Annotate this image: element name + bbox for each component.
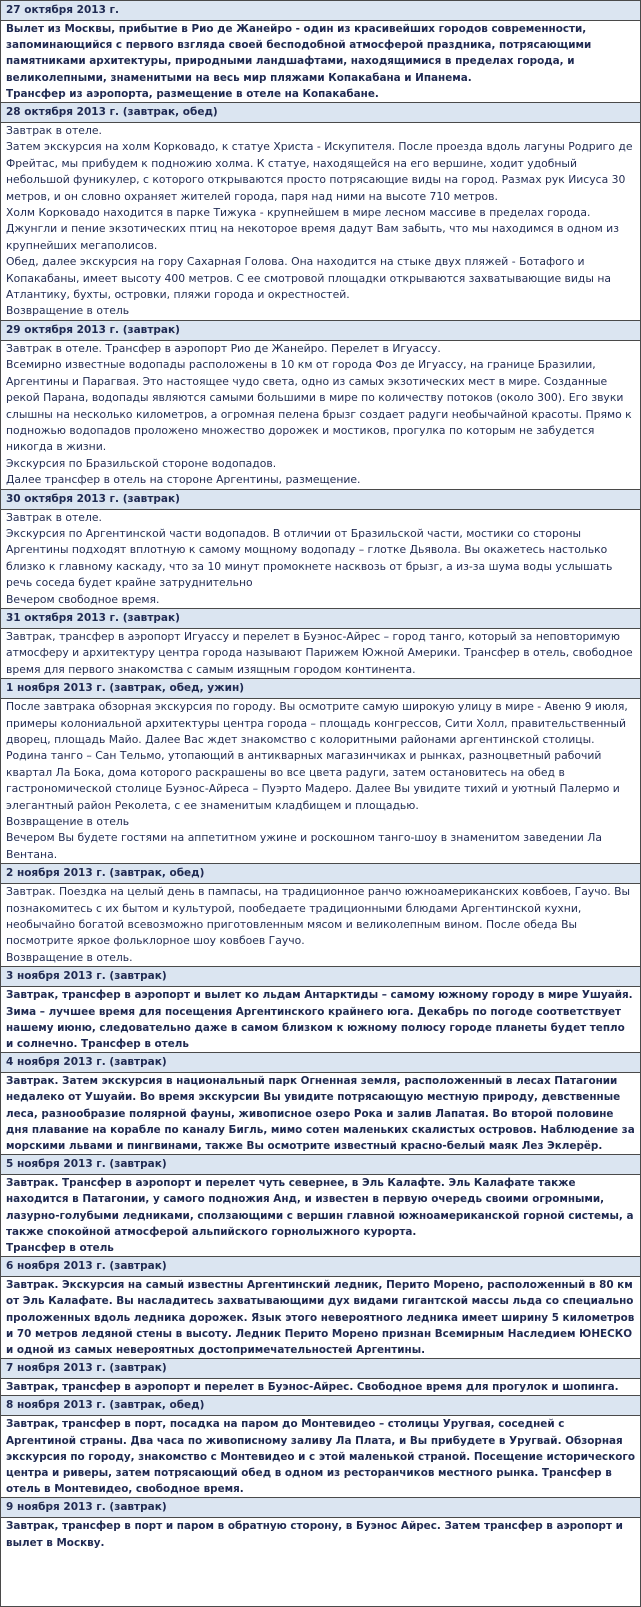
day-description [1, 1277, 640, 1359]
day-paragraph: Всемирно известные водопады расположены в 10 км от города Фоз де Игуассу, на границе Бразилии, Аргентины и Парагвая. Это настоящее чудо света, одно из самых экзотических мест в мире. Созданные рекой Парана, водопады являются самыми большими в мире по количеству потоков (около 300). Его звуки слышны на несколько километров, а огромная пелена брызг создает радуги необычайной красоты. Прямо к подножью водопадов проложено множество дорожек и мостиков, прогулка по которым не забудется никогда в жизни. [6, 358, 632, 454]
day-row [1, 967, 640, 1053]
day-row [1, 1396, 640, 1498]
day-description [1, 884, 640, 967]
day-date-header: 2 ноября 2013 г. (завтрак, обед) [1, 864, 640, 884]
day-paragraph: Вечером свободное время. [6, 592, 160, 606]
day-paragraph: Вечером Вы будете гостями на аппетитном ужине и роскошном танго-шоу в знаменитом заведении Ла Вентана. [6, 831, 602, 861]
day-paragraph: Завтрак. Затем экскурсия в национальный парк Огненная земля, расположенный в лесах Патагонии недалеко от Ушуайи. Во время экскурсии Вы увидите потрясающую местную природу, девственные леса, разнообразие полярной фауны, живописное озеро Рока и залив Лапатая. Во второй половине дня плавание на корабле по каналу Бигль, мимо сотен маленьких скалистых островов. Наблюдение за морскими львами и пингвинами, также Вы осмотрите известный красно-белый маяк Лез Эклерёр. [6, 1075, 635, 1152]
day-paragraph: После завтрака обзорная экскурсия по городу. Вы осмотрите самую широкую улицу в мире - Авеню 9 июля, примеры колониальной архитектуры центра города – площадь конгрессов, Сити Холл, правительственный дворец, площадь Майо. Далее Вас ждет знакомство с колоритными районами аргентинской столицы. Родина танго – Сан Тельмо, утопающий в антикварных магазинчиках и рынках, разноцветный рабочий квартал Ла Бока, дома которого раскрашены во все цвета радуги, затем остановитесь на обед в гастрономической столице Буэнос-Айреса – Пуэрто Мадеро. Далее Вы увидите тихий и уютный Палермо и элегантный район Реколета, с ее знаменитым кладбищем и площадью. [6, 700, 628, 812]
day-description [1, 699, 640, 864]
day-paragraph: Трансфер из аэропорта, размещение в отеле на Копакабане. [6, 87, 379, 100]
day-date-header: 9 ноября 2013 г. (завтрак) [1, 1498, 640, 1518]
day-date-header: 6 ноября 2013 г. (завтрак) [1, 1257, 640, 1277]
day-paragraph: Экскурсия по Аргентинской части водопадов. В отличии от Бразильской части, мостики со стороны Аргентины подходят вплотную к самому мощному водопаду – глотке Дьявола. Вы окажетесь настолько близко к главному каскаду, что за 10 минут промокнете насквозь от брызг, а из-за шума воды услышать речь соседа будет крайне затруднительно [6, 526, 613, 590]
day-description [1, 1518, 640, 1550]
day-row [1, 490, 640, 609]
day-row [1, 1257, 640, 1359]
day-description [1, 123, 640, 321]
day-row [1, 103, 640, 321]
day-paragraph: Возвращение в отель [6, 304, 130, 318]
day-date-header: 3 ноября 2013 г. (завтрак) [1, 967, 640, 987]
day-row [1, 864, 640, 967]
day-date-header: 31 октября 2013 г. (завтрак) [1, 609, 640, 629]
day-description [1, 1379, 640, 1396]
day-date-header: 27 октября 2013 г. [1, 1, 640, 21]
day-date-header: 28 октября 2013 г. (завтрак, обед) [1, 103, 640, 123]
day-paragraph: Далее трансфер в отель на стороне Аргентины, размещение. [6, 473, 361, 487]
day-paragraph: Завтрак. Экскурсия на самый известны Аргентинский ледник, Перито Морено, расположенный в 80 км от Эль Калафате. Вы насладитесь захватывающими дух видами гигантской массы льда со специально проложенных вдоль ледника дорожек. Язык этого невероятного ледника имеет ширину 5 километров и 70 метров ледяной стены в высоту. Ледник Перито Морено признан Всемирным Наследием ЮНЕСКО и одной из самых невероятных достопримечательностей Аргентины. [6, 1279, 635, 1356]
day-paragraph: Возвращение в отель. [6, 950, 133, 964]
day-paragraph: Завтрак. Поездка на целый день в пампасы, на традиционное ранчо южноамериканских ковбоев, Гаучо. Вы познакомитесь с их бытом и культурой, пообедаете традиционными блюдами Аргентинской кухни, необычайно богатой всевозможно приготовленным мясом и великолепным вином. После обеда Вы посмотрите яркое фольклорное шоу ковбоев Гаучо. [6, 885, 631, 948]
day-paragraph: Завтрак в отеле. [6, 510, 102, 524]
day-paragraph: Завтрак в отеле. [6, 124, 102, 138]
day-date-header: 8 ноября 2013 г. (завтрак, обед) [1, 1396, 640, 1416]
day-description [1, 510, 640, 609]
day-row [1, 679, 640, 864]
day-paragraph: Холм Корковадо находится в парке Тижука - крупнейшем в мире лесном массиве в пределах города. Джунгли и пение экзотических птиц на некоторое время дадут Вам забыть, что мы находимся в одном из крупнейших мегаполисов. [6, 206, 619, 252]
day-description [1, 987, 640, 1053]
day-date-header: 1 ноября 2013 г. (завтрак, обед, ужин) [1, 679, 640, 699]
day-paragraph: Завтрак. Трансфер в аэропорт и перелет чуть севернее, в Эль Калафте. Эль Калафате также находится в Патагонии, у самого подножия Анд, и известен в первую очередь своими огромными, лазурно-голубыми ледниками, сползающими с вершин главной южноамериканской горной системы, а также спокойной атмосферой альпийского горнолыжного курорта. [6, 1177, 634, 1238]
day-paragraph: Завтрак в отеле. Трансфер в аэропорт Рио де Жанейро. Перелет в Игуассу. [6, 341, 441, 355]
day-row [1, 321, 640, 490]
day-row [1, 609, 640, 679]
day-date-header: 30 октября 2013 г. (завтрак) [1, 490, 640, 510]
day-paragraph: Вылет из Москвы, прибытие в Рио де Жанейро - один из красивейших городов современности, запоминающийся с первого взгляда своей бесподобной атмосферой праздника, потрясающими памятниками архитектуры, природными ландшафтами, находящимися в пределах города, и великолепными, знаменитыми на весь мир пляжами Копакабана и Ипанема. [6, 23, 592, 84]
day-paragraph: Трансфер в отель [6, 1241, 114, 1254]
day-description [1, 629, 640, 679]
day-date-header: 7 ноября 2013 г. (завтрак) [1, 1359, 640, 1379]
day-paragraph: Завтрак, трансфер в порт, посадка на паром до Монтевидео – столицы Уругвая, соседней с Аргентиной страны. Два часа по живописному заливу Ла Плата, и Вы прибудете в Уругвай. Обзорная экскурсия по городу, знакомство с Монтевидео и с этой маленькой страной. Посещение исторического центра и риверы, затем потрясающий обед в одном из ресторанчиков местного рынка. Трансфер в отель в Монтевидео, свободное время. [6, 1418, 635, 1496]
day-date-header: 4 ноября 2013 г. (завтрак) [1, 1053, 640, 1073]
day-paragraph: Завтрак, трансфер в аэропорт и перелет в Буэнос-Айрес. Свободное время для прогулок и шопинга. [6, 1381, 619, 1394]
day-date-header: 5 ноября 2013 г. (завтрак) [1, 1155, 640, 1175]
day-paragraph: Экскурсия по Бразильской стороне водопадов. [6, 456, 277, 470]
day-paragraph: Затем экскурсия на холм Корковадо, к статуе Христа - Искупителя. После проезда вдоль лагуны Родриго де Фрейтас, мы прибудем к подножию холма. К статуе, находящейся на его вершине, ходит удобный небольшой фуникулер, с которого открываются просто потрясающие виды на город. Размах рук Иисуса 30 метров, и он словно охраняет жителей города, паря над ними на высоте 710 метров. [6, 140, 633, 203]
day-paragraph: Обед, далее экскурсия на гору Сахарная Голова. Она находится на стыке двух пляжей - Ботафого и Копакабаны, имеет высоту 400 метров. С ее смотровой площадки открываются захватывающие виды на Атлантику, бухты, островки, пляжи города и окрестностей. [6, 255, 612, 302]
day-paragraph: Завтрак, трансфер в аэропорт и вылет ко льдам Антарктиды – самому южному городу в мире Ушуайя. Зима – лучшее время для посещения Аргентинского крайнего юга. Декабрь по погоде соответствует нашему июню, следовательно даже в самом близком к южному полюсу городе планеты будет тепло и солнечно. Трансфер в отель [6, 989, 633, 1050]
day-description [1, 1073, 640, 1155]
day-row [1, 1155, 640, 1257]
day-row [1, 1498, 640, 1550]
day-row [1, 1, 640, 103]
day-description [1, 1175, 640, 1257]
day-description [1, 1416, 640, 1498]
day-description [1, 21, 640, 103]
day-row [1, 1359, 640, 1396]
day-row [1, 1053, 640, 1155]
day-paragraph: Возвращение в отель [6, 815, 130, 829]
day-date-header: 29 октября 2013 г. (завтрак) [1, 321, 640, 341]
day-paragraph: Завтрак, трансфер в порт и паром в обратную сторону, в Буэнос Айрес. Затем трансфер в аэропорт и вылет в Москву. [6, 1520, 623, 1549]
day-description [1, 341, 640, 490]
day-paragraph: Завтрак, трансфер в аэропорт Игуассу и перелет в Буэнос-Айрес – город танго, который за неповторимую атмосферу и архитектуру центра города называют Парижем Южной Америки. Трансфер в отель, свободное время для первого знакомства с самым изящным городом континента. [6, 629, 633, 676]
